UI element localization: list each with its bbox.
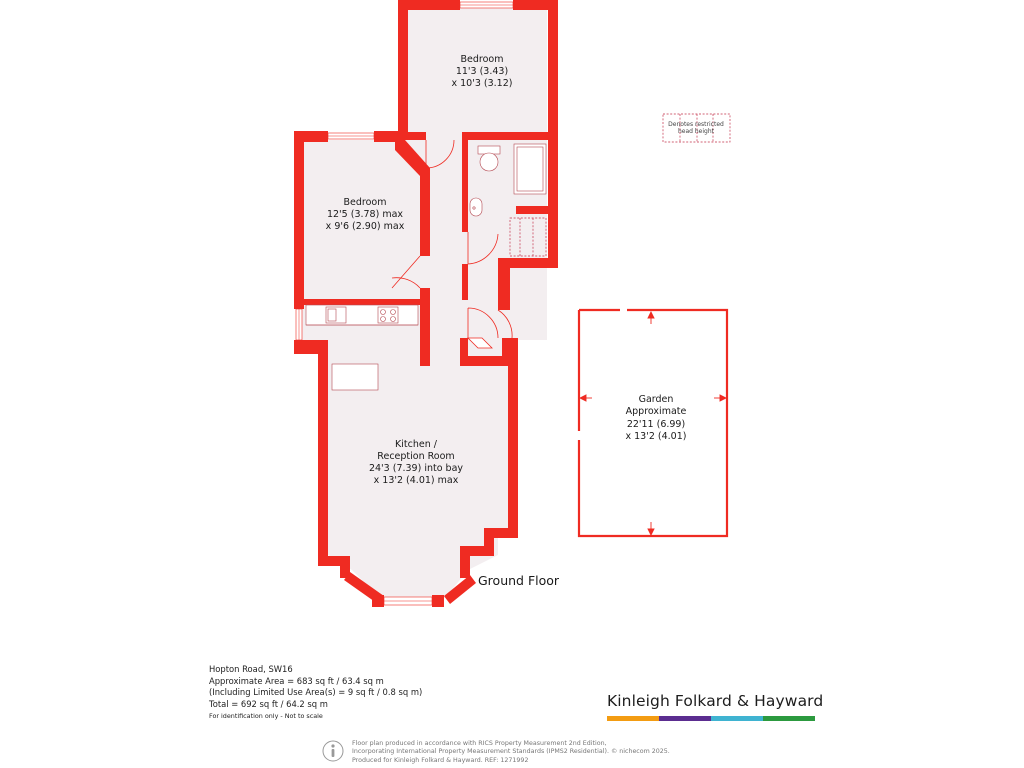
brand-bar-orange [607, 716, 659, 721]
footer-text [352, 740, 732, 765]
brand-bar-green [763, 716, 815, 721]
kitchen-dim1: 24'3 (7.39) into bay [368, 463, 464, 474]
bedroom-left-name: Bedroom [343, 197, 387, 208]
basin [470, 198, 482, 216]
bedroom-left-dim2: x 9'6 (2.90) max [325, 221, 405, 232]
address: Hopton Road, SW16 [209, 664, 293, 674]
limited-area: (Including Limited Use Area(s) = 9 sq ft / 0.8 sq m) [209, 687, 423, 698]
kitchen-name-2: Reception Room [377, 451, 455, 462]
brand-name: Kinleigh Folkard & Hayward [607, 692, 824, 710]
toilet-bowl [480, 153, 498, 171]
garden-name-2: Approximate [625, 406, 687, 417]
scale-note: For identification only - Not to scale [209, 712, 323, 721]
brand-logo [607, 692, 824, 721]
bedroom-left-dim1: 12'5 (3.78) max [326, 209, 404, 220]
footer-line-2: Incorporating International Property Measurement Standards (IPMS2 Residential). © nichecom 2025. [352, 748, 670, 756]
legend-line-1: Denotes restricted [668, 121, 724, 128]
property-info [209, 664, 422, 722]
footer-line-3: Produced for Kinleigh Folkard & Hayward. REF: 1271992 [352, 756, 529, 764]
worktop [306, 305, 418, 325]
garden-dim1: 22'11 (6.99) [626, 419, 686, 430]
kitchen-name: Kitchen / [395, 439, 437, 450]
kitchen-island [332, 364, 378, 390]
approx-area: Approximate Area = 683 sq ft / 63.4 sq m [209, 675, 384, 686]
bathtub [514, 144, 546, 194]
legend-line-2: head height [677, 128, 715, 135]
bedroom-top-dim2: x 10'3 (3.12) [451, 78, 513, 89]
bedroom-top-name: Bedroom [460, 54, 504, 65]
floor-label: Ground Floor [478, 573, 560, 588]
brand-bar-purple [659, 716, 711, 721]
brand-color-bar [607, 716, 815, 721]
footer-line-1: Floor plan produced in accordance with RICS Property Measurement 2nd Edition, [352, 740, 607, 747]
total-area: Total = 692 sq ft / 64.2 sq m [209, 698, 328, 709]
garden-name: Garden [638, 394, 674, 405]
brand-bar-blue [711, 716, 763, 721]
nichecom-info-icon [322, 740, 344, 762]
garden-dim2: x 13'2 (4.01) [625, 431, 687, 442]
footer [322, 740, 732, 765]
bedroom-top-dim1: 11'3 (3.43) [455, 66, 509, 77]
kitchen-dim2: x 13'2 (4.01) max [373, 475, 459, 486]
